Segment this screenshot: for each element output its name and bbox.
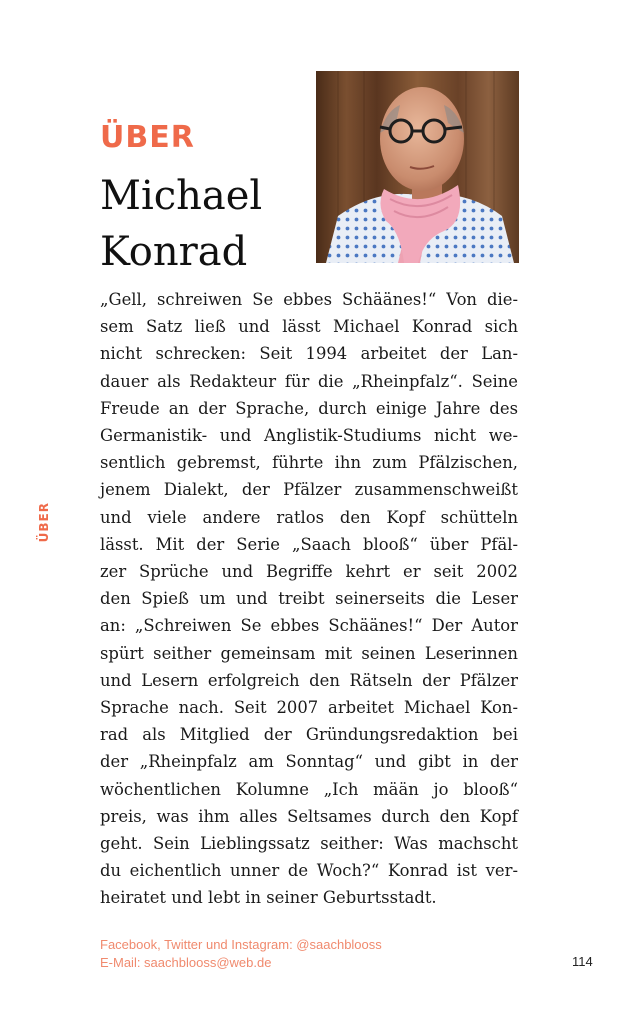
page-number: 114 (572, 954, 593, 969)
bio-line: an: „Schreiwen Se ebbes Schäänes!“ Der Autor (100, 616, 518, 636)
bio-line: sentlich gebremst, führte ihn zum Pfälzischen, (100, 453, 518, 473)
author-name-line-1: Michael (100, 173, 263, 219)
author-name (100, 168, 262, 280)
social-media-line: Facebook, Twitter und Instagram: @saachblooss (100, 937, 382, 952)
bio-line: dauer als Redakteur für die „Rheinpfalz“. Seine (100, 371, 518, 391)
bio-line: Freude an der Sprache, durch einige Jahre des (100, 398, 518, 418)
bio-line: Sprache nach. Seit 2007 arbeitet Michael Kon- (100, 698, 518, 718)
bio-line: den Spieß um und treibt seinerseits die Leser (100, 589, 518, 609)
bio-line: „Gell, schreiwen Se ebbes Schäänes!“ Von die- (100, 290, 518, 309)
bio-line: zer Sprüche und Begriffe kehrt er seit 2002 (100, 562, 518, 582)
author-portrait-photo (316, 71, 519, 263)
bio-line: preis, was ihm alles Seltsames durch den Kopf (100, 806, 518, 826)
section-label: ÜBER (100, 120, 195, 155)
bio-line: lässt. Mit der Serie „Saach blooß“ über Pfäl- (100, 534, 518, 554)
contact-footer (100, 936, 382, 972)
author-name-line-2: Konrad (100, 229, 248, 275)
bio-line: und Lesern erfolgreich den Rätseln der Pfälzer (100, 670, 518, 690)
bio-line: heiratet und lebt in seiner Geburtsstadt. (100, 888, 437, 908)
bio-line: und viele andere ratlos den Kopf schütteln (100, 507, 518, 527)
bio-line: du eichentlich unner de Woch?“ Konrad ist ver- (100, 861, 518, 881)
bio-line: wöchentlichen Kolumne „Ich mään jo blooß“ (100, 779, 518, 799)
side-section-label: ÜBER (37, 502, 51, 543)
author-bio-text (100, 286, 518, 912)
bio-line: spürt seither gemeinsam mit seinen Leserinnen (100, 643, 518, 663)
bio-line: Germanistik- und Anglistik-Studiums nicht we- (100, 426, 518, 446)
bio-line: sem Satz ließ und lässt Michael Konrad sich (100, 317, 518, 337)
bio-line: nicht schrecken: Seit 1994 arbeitet der Lan- (100, 344, 518, 364)
bio-line: rad als Mitglied der Gründungsredaktion bei (100, 725, 518, 745)
email-line: E-Mail: saachblooss@web.de (100, 955, 272, 970)
bio-line: der „Rheinpfalz am Sonntag“ und gibt in der (100, 752, 518, 772)
bio-line: jenem Dialekt, der Pfälzer zusammenschweißt (100, 480, 518, 500)
bio-line: geht. Sein Lieblingssatz seither: Was machscht (100, 834, 518, 854)
